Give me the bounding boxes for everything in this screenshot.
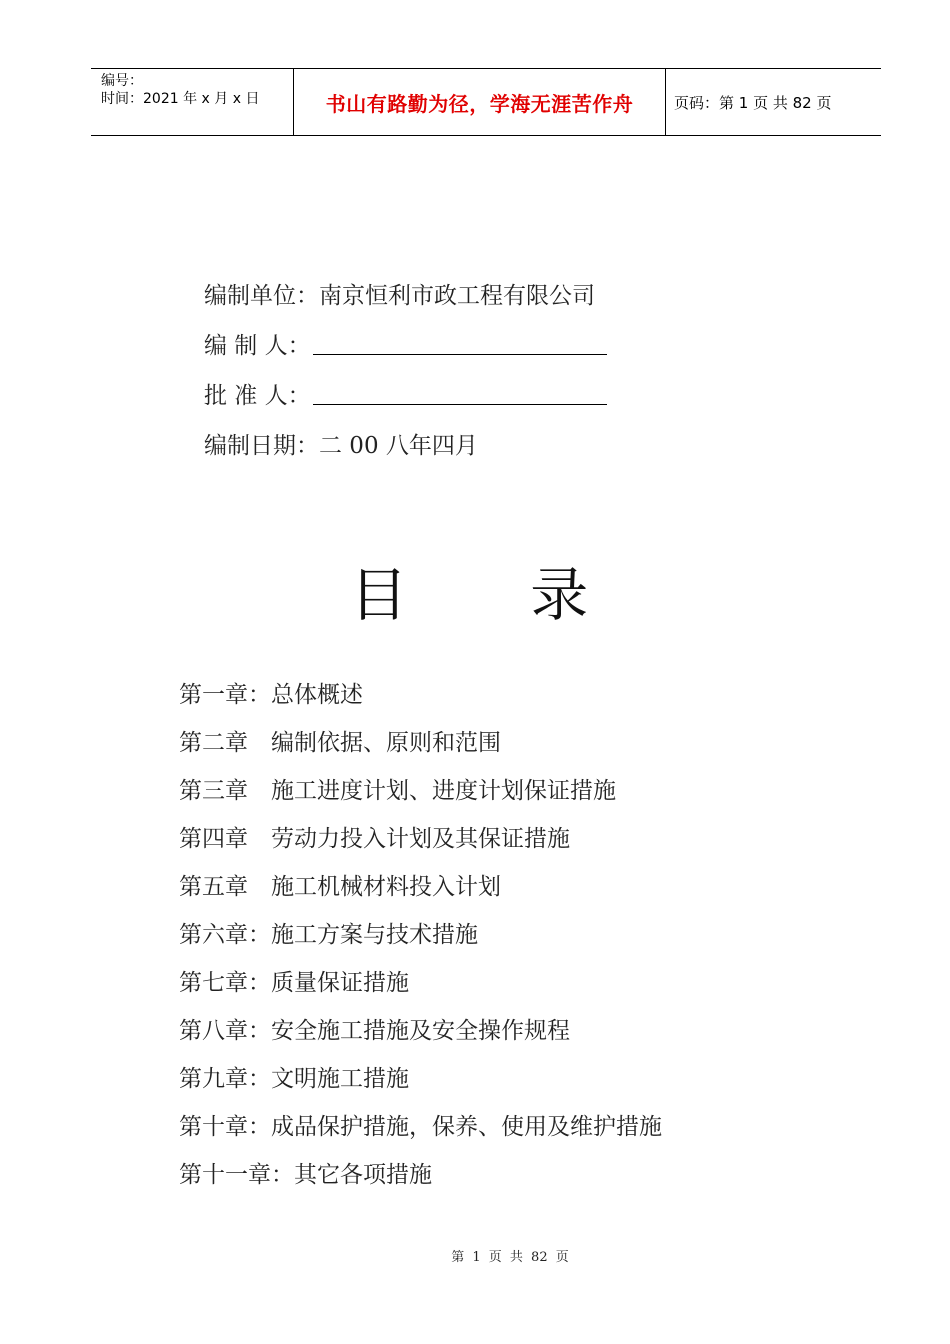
toc-item: 第八章：安全施工措施及安全操作规程	[179, 1018, 570, 1044]
toc-item: 第九章：文明施工措施	[179, 1066, 409, 1092]
header-motto: 书山有路勤为径，学海无涯苦作舟	[293, 69, 666, 135]
page-footer: 第 1 页 共 82 页	[451, 1250, 569, 1265]
toc-item: 第五章 施工机械材料投入计划	[179, 874, 501, 900]
table-of-contents	[179, 671, 662, 1199]
document-number-label: 编号：	[101, 73, 143, 89]
author-signature-line	[313, 332, 607, 355]
toc-item: 第十一章：其它各项措施	[179, 1162, 432, 1188]
author-label: 编 制 人：	[204, 332, 311, 359]
document-header	[91, 68, 881, 136]
compile-date	[204, 418, 607, 468]
document-info	[204, 268, 607, 468]
toc-item: 第七章：质量保证措施	[179, 970, 409, 996]
approver-label: 批 准 人：	[204, 382, 311, 409]
toc-item: 第六章：施工方案与技术措施	[179, 922, 478, 948]
header-page-info: 页码：第 1 页 共 82 页	[674, 93, 832, 112]
toc-item: 第二章 编制依据、原则和范围	[179, 730, 501, 756]
toc-item: 第一章：总体概述	[179, 682, 363, 708]
toc-title: 目 录	[349, 561, 641, 629]
toc-item: 第三章 施工进度计划、进度计划保证措施	[179, 778, 616, 804]
author-row	[204, 318, 607, 368]
document-time: 时间：2021 年 x 月 x 日	[101, 91, 260, 107]
header-meta	[91, 69, 293, 135]
compiling-unit	[204, 268, 607, 318]
approver-row	[204, 368, 607, 418]
compiling-unit-text: 编制单位：南京恒利市政工程有限公司	[204, 282, 595, 309]
compile-date-text: 编制日期：二 00 八年四月	[204, 432, 478, 459]
toc-item: 第十章：成品保护措施，保养、使用及维护措施	[179, 1114, 662, 1140]
toc-item: 第四章 劳动力投入计划及其保证措施	[179, 826, 570, 852]
approver-signature-line	[313, 382, 607, 405]
